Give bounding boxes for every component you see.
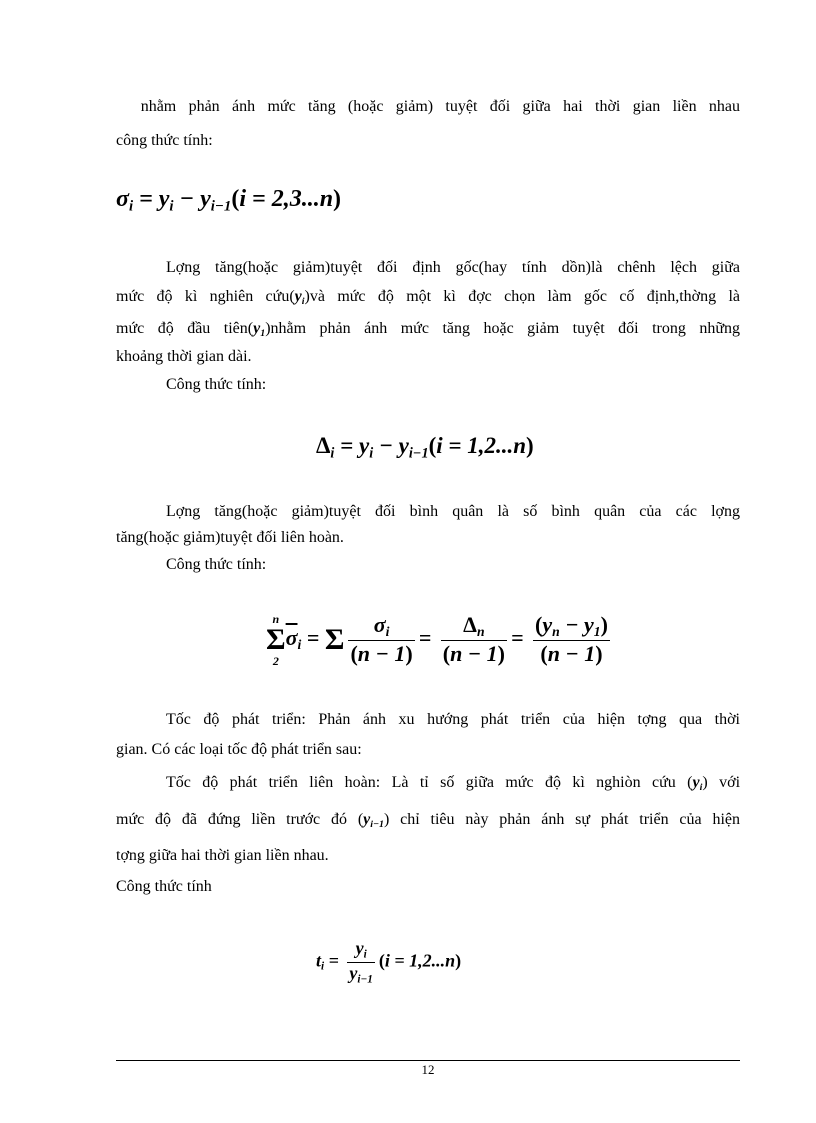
paragraph-line xyxy=(116,810,740,835)
sum-symbol: n Σ 2 xyxy=(266,611,286,668)
text: mức độ đầu tiên( xyxy=(116,320,254,337)
text: )nhằm phản ánh mức tăng hoặc giảm tuyệt đối trong những xyxy=(265,320,741,337)
paragraph-line: Lợng tăng(hoặc giảm)tuyệt đối bình quân là số bình quân của các lợng xyxy=(166,503,740,520)
formula-average-change: n Σ 2 $\overline{\sigma}_i = \Sigma$ $\frac{\sigma_i}{(n - 1)}$ = $\frac{\Delta_n}{(n - 1)}$ = $\frac{(y_n - y_1)}{(n - 1)}$ xyxy=(266,611,608,668)
fraction: $\frac{(y_n - y_1)}{(n - 1)}$ xyxy=(535,612,608,667)
text: mức độ đã đứng liền trước đó ( xyxy=(116,811,364,828)
paragraph-line: tợng giữa hai thời gian liền nhau. xyxy=(116,847,329,864)
paragraph-line xyxy=(116,287,740,312)
inline-math: $y_i$ xyxy=(294,288,305,307)
text: Tốc độ phát triển liên hoàn: Là tỉ số giữa mức độ kì nghiòn cứu ( xyxy=(166,774,693,791)
formula-absolute-change-fixed: $\Delta_i = y_i - y_{i-1}(i = 1,2...n)$ xyxy=(316,433,534,462)
paragraph-line: Lợng tăng(hoặc giảm)tuyệt đối định gốc(hay tính dồn)là chênh lệch giữa xyxy=(166,259,740,276)
paragraph-line: Công thức tính: xyxy=(166,376,267,393)
paragraph-line: tăng(hoặc giảm)tuyệt đối liên hoàn. xyxy=(116,529,344,546)
text: ) chỉ tiêu này phản ánh sự phát triển của hiện xyxy=(383,811,740,828)
paragraph-line: công thức tính: xyxy=(116,132,213,149)
page-number: 12 xyxy=(421,1062,435,1077)
inline-math: $y_i$ xyxy=(692,774,703,793)
text: ) với xyxy=(702,774,741,791)
text: mức độ kì nghiên cứu( xyxy=(116,288,295,305)
footer-rule xyxy=(116,1060,740,1061)
fraction: $\frac{\Delta_n}{(n - 1)}$ xyxy=(442,612,505,667)
paragraph-line xyxy=(166,773,740,798)
paragraph-line xyxy=(116,319,740,344)
inline-math: $y_{i-1}$ xyxy=(363,811,384,830)
paragraph-line xyxy=(116,97,740,117)
inline-math: $y_1$ xyxy=(253,320,266,339)
text: nhằm phản ánh mức tăng (hoặc giảm) tuyệt đối giữa hai thời gian liền nhau xyxy=(140,98,741,115)
text: )và mức độ một kì đợc chọn làm gốc cố định,thờng là xyxy=(304,288,741,305)
formula-growth-rate: $t_i$ = $\frac{y_i}{y_{i-1}}$ (i = 1,2...n) xyxy=(316,938,462,986)
fraction: $\frac{y_i}{y_{i-1}}$ xyxy=(349,938,373,986)
paragraph-line: Công thức tính xyxy=(116,878,212,895)
paragraph-line: Công thức tính: xyxy=(166,556,267,573)
fraction: $\frac{\sigma_i}{(n - 1)}$ xyxy=(350,612,413,667)
formula-absolute-change-chain: $\sigma_i = y_i - y_{i-1}(i = 2,3...n)$ xyxy=(116,186,342,215)
paragraph-line: Tốc độ phát triển: Phản ánh xu hướng phát triển của hiện tợng qua thời xyxy=(166,711,740,728)
paragraph-line: khoảng thời gian dài. xyxy=(116,348,252,365)
paragraph-line: gian. Có các loại tốc độ phát triển sau: xyxy=(116,741,362,758)
